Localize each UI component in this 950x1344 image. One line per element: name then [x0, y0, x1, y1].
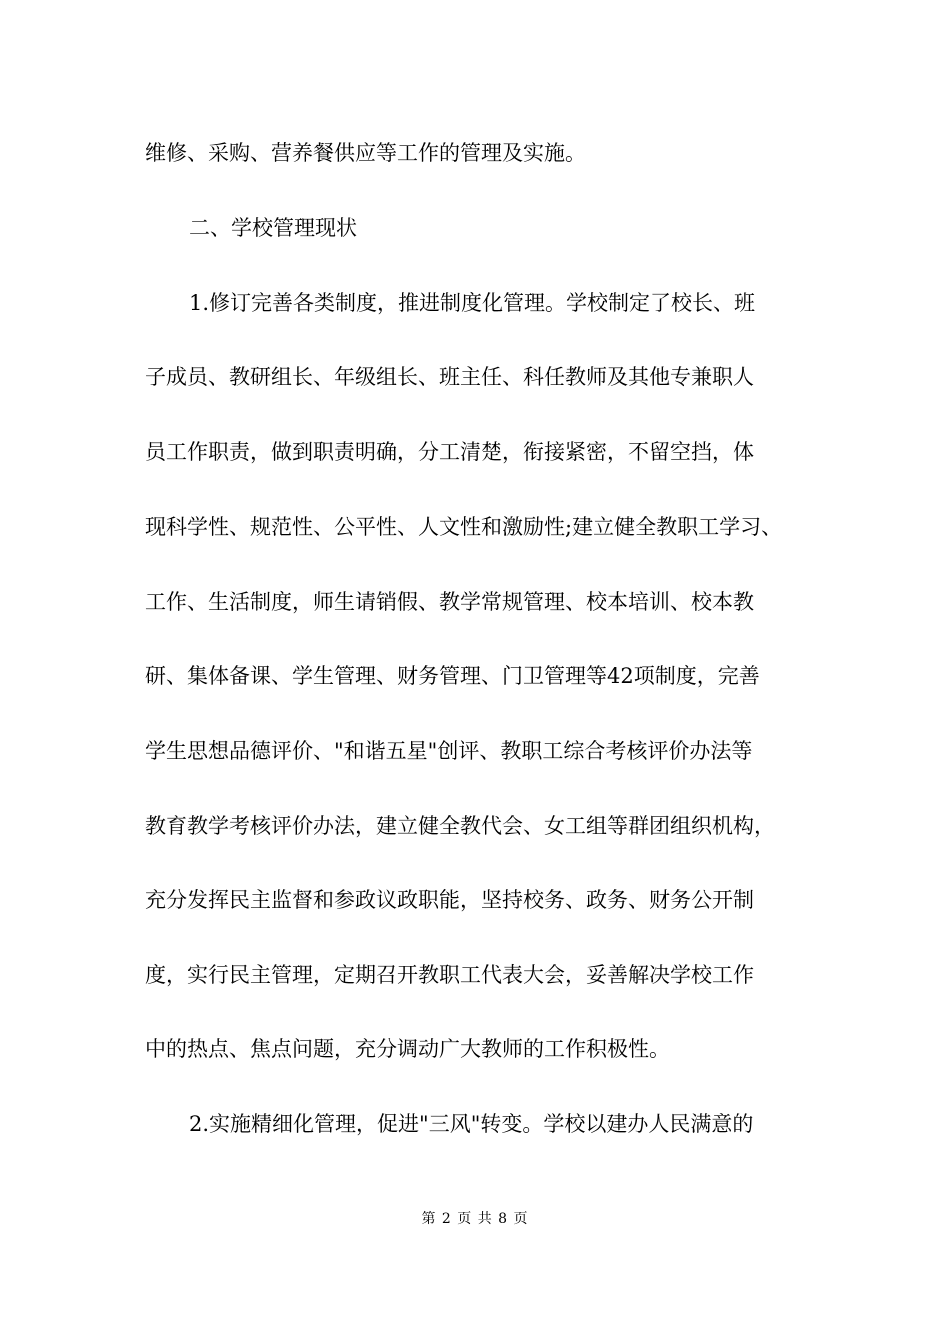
body-line: 度，实行民主管理，定期召开教职工代表大会，妥善解决学校工作 — [145, 963, 754, 987]
body-line: 1.修订完善各类制度，推进制度化管理。学校制定了校长、班 — [189, 291, 756, 315]
body-line: 维修、采购、营养餐供应等工作的管理及实施。 — [145, 141, 586, 165]
body-line: 2.实施精细化管理，促进"三风"转变。学校以建办人民满意的 — [189, 1112, 754, 1136]
body-line: 研、集体备课、学生管理、财务管理、门卫管理等42项制度，完善 — [145, 664, 760, 688]
body-line: 工作、生活制度，师生请销假、教学常规管理、校本培训、校本教 — [145, 590, 754, 614]
page-number: 第 2 页 共 8 页 — [421, 1211, 529, 1227]
body-line: 充分发挥民主监督和参政议政职能，坚持校务、政务、财务公开制 — [145, 888, 754, 912]
body-line: 学生思想品德评价、"和谐五星"创评、教职工综合考核评价办法等 — [145, 739, 753, 763]
body-line: 员工作职责，做到职责明确，分工清楚，衔接紧密，不留空挡，体 — [145, 440, 754, 464]
body-line: 教育教学考核评价办法，建立健全教代会、女工组等群团组织机构， — [145, 814, 775, 838]
body-line: 中的热点、焦点问题，充分调动广大教师的工作积极性。 — [145, 1037, 670, 1061]
section-heading: 二、学校管理现状 — [189, 216, 357, 240]
body-line: 子成员、教研组长、年级组长、班主任、科任教师及其他专兼职人 — [145, 365, 754, 389]
body-line: 现科学性、规范性、公平性、人文性和激励性;建立健全教职工学习、 — [145, 515, 783, 539]
